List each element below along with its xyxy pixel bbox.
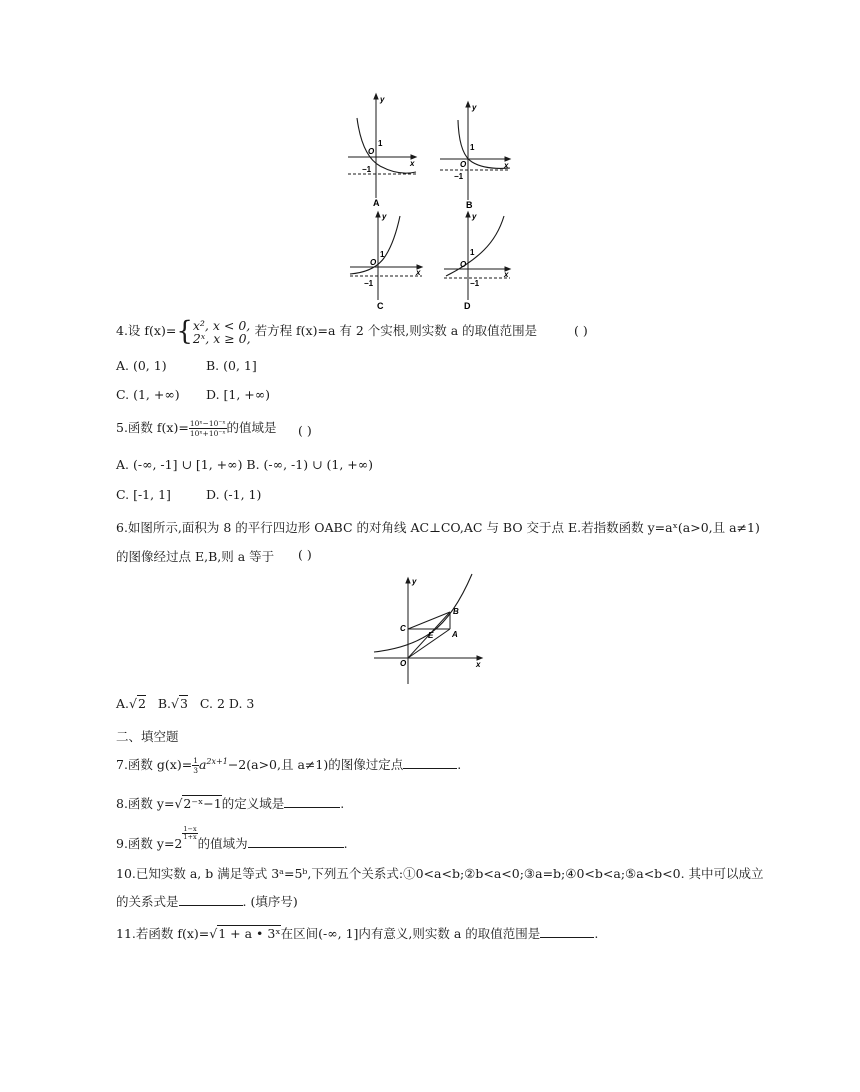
graph-a-label: A [373, 198, 380, 208]
question-11: 11.若函数 f(x)=√1 + a • 3ˣ在区间(-∞, 1]内有意义,则实数 a 的取值范围是 . [116, 926, 599, 941]
q4-answer-paren: ( ) [574, 323, 588, 338]
q6-fig-label-c: C [400, 624, 406, 633]
q5-numerator: 10ˣ−10⁻ˣ [189, 419, 226, 428]
q10-line-2 [116, 892, 298, 910]
q5-suffix: 的值域是 [226, 420, 277, 435]
q9-answer-blank [248, 847, 344, 848]
q6-line-1: 6.如图所示,面积为 8 的平行四边形 OABC 的对角线 AC⊥CO,AC 与 BO 交于点 E.若指数函数 y=aˣ(a>0,且 a≠1) [116, 520, 760, 535]
sqrt-icon: √ [174, 796, 183, 811]
q6-option-b-radicand: 3 [180, 696, 188, 711]
q9-exp-den: 1+x [183, 833, 197, 841]
q7-frac-num: 1 [193, 756, 198, 765]
axis-y-label: y [380, 95, 385, 104]
label-origin: O [370, 258, 377, 267]
label-minus-1: −1 [362, 165, 372, 174]
q6-option-a-radicand: 2 [137, 696, 146, 711]
q4-option-d: D. [1, +∞) [206, 387, 271, 402]
q10-line-2-suffix: . (填序号) [242, 894, 298, 909]
question-5 [116, 418, 277, 438]
graph-c [344, 206, 428, 312]
q4-case-2: 2ˣ, x ≥ 0, [192, 330, 251, 346]
axis-x-label: x [410, 159, 415, 168]
axis-x-label: x [504, 270, 509, 279]
q7-frac-den: 3 [193, 766, 198, 775]
q9-exponent [182, 826, 197, 841]
graph-c-label: C [377, 301, 384, 311]
q4-cases [193, 319, 251, 345]
label-minus-1: −1 [364, 279, 374, 288]
q5-fraction [189, 419, 227, 438]
q4-prefix: 4.设 f(x)= [116, 323, 177, 338]
q10-answer-blank [179, 905, 243, 906]
graph-b [432, 96, 516, 210]
q11-answer-blank [540, 937, 594, 938]
axis-y-label: y [382, 212, 387, 221]
axis-x-label: x [504, 161, 509, 170]
label-origin: O [368, 147, 375, 156]
label-minus-1: −1 [454, 172, 464, 181]
q10-line-2-prefix: 的关系式是 [116, 894, 179, 909]
q11-radicand: 1 + a • 3ˣ [218, 926, 281, 941]
sqrt-icon: √ [171, 696, 179, 711]
label-origin: O [460, 260, 467, 269]
q7-suffix: −2(a>0,且 a≠1)的图像过定点 [227, 757, 404, 772]
q9-suffix: 的值域为 [197, 836, 248, 851]
axis-y-label: y [472, 103, 477, 112]
q4-option-b: B. (0, 1] [206, 358, 257, 373]
label-1: 1 [470, 248, 475, 257]
q7-prefix: 7.函数 g(x)= [116, 757, 193, 772]
graph-a [340, 88, 426, 208]
question-7: 7.函数 g(x)= $\frac{1}{3}$ $a^{2x+1}-2(a>0$,且 a≠1)的图像过定点 . [116, 756, 462, 775]
q4-option-a: A. (0, 1) [116, 358, 167, 373]
question-8: 8.函数 y=√2⁻ˣ−1的定义域是 . [116, 796, 345, 811]
q11-prefix: 11.若函数 f(x)= [116, 926, 210, 941]
sqrt-icon: √ [209, 926, 218, 941]
q6-options-cd: C. 2 D. 3 [199, 696, 255, 711]
q8-radicand: 2⁻ˣ−1 [183, 796, 222, 811]
q5-option-d: D. (-1, 1) [206, 487, 262, 502]
axis-x-label: x [416, 268, 421, 277]
q4-case-1: x², x < 0, [192, 317, 251, 333]
q6-options [116, 696, 254, 711]
q5-option-c: C. [-1, 1] [116, 487, 171, 502]
q6-fig-x-label: x [476, 660, 481, 669]
q5-answer-paren: ( ) [298, 423, 312, 438]
q6-fig-y-label: y [412, 577, 417, 586]
q7-answer-blank [403, 768, 457, 769]
q6-fig-label-o: O [400, 659, 407, 668]
q8-prefix: 8.函数 y= [116, 796, 175, 811]
question-4 [116, 318, 537, 345]
q8-answer-blank [284, 807, 340, 808]
section-title-fill-in: 二、填空题 [116, 729, 179, 744]
graph-d-label: D [464, 301, 471, 311]
label-minus-1: −1 [470, 279, 480, 288]
q7-exponent: 2x+1 [206, 756, 228, 766]
q10-line-1: 10.已知实数 a, b 满足等式 3ᵃ=5ᵇ,下列五个关系式:①0<a<b;②b<a<0;③a=b;④0<b<a;⑤a<b<0. 其中可以成立 [116, 866, 764, 881]
q7-base: a [198, 757, 207, 772]
q5-denominator: 10ˣ+10⁻ˣ [189, 429, 226, 438]
q7-fraction [192, 756, 199, 775]
q5-prefix: 5.函数 f(x)= [116, 420, 189, 435]
q6-answer-paren: ( ) [298, 547, 312, 562]
q8-suffix: 的定义域是 [221, 796, 285, 811]
label-origin: O [460, 160, 467, 169]
q6-option-b-prefix: B. [157, 696, 172, 711]
q6-figure [370, 570, 490, 688]
q6-fig-label-a: A [452, 630, 458, 639]
sqrt-icon: √ [129, 696, 137, 711]
question-9: 9.函数 y=2 $\frac{1-x}{1+x}$ 的值域为 . [116, 825, 348, 851]
q6-line-2: 的图像经过点 E,B,则 a 等于 [116, 549, 275, 564]
q11-suffix: 在区间(-∞, 1]内有意义,则实数 a 的取值范围是 [280, 926, 541, 941]
graph-d [440, 206, 516, 312]
q6-option-a-prefix: A. [116, 696, 130, 711]
label-1: 1 [378, 139, 383, 148]
q4-suffix: 若方程 f(x)=a 有 2 个实根,则实数 a 的取值范围是 [250, 323, 538, 338]
label-1: 1 [380, 250, 385, 259]
q6-fig-label-b: B [453, 607, 459, 616]
q9-prefix: 9.函数 y=2 [116, 836, 183, 851]
q6-fig-label-e: E [428, 631, 434, 640]
q9-exp-num: 1−x [183, 825, 197, 833]
q5-options-ab: A. (-∞, -1] ∪ [1, +∞) B. (-∞, -1) ∪ (1, +∞) [116, 457, 374, 472]
q4-option-c: C. (1, +∞) [116, 387, 180, 402]
brace-icon: { [176, 316, 193, 347]
axis-y-label: y [472, 212, 477, 221]
label-1: 1 [470, 143, 475, 152]
graph-b-label: B [466, 200, 473, 210]
